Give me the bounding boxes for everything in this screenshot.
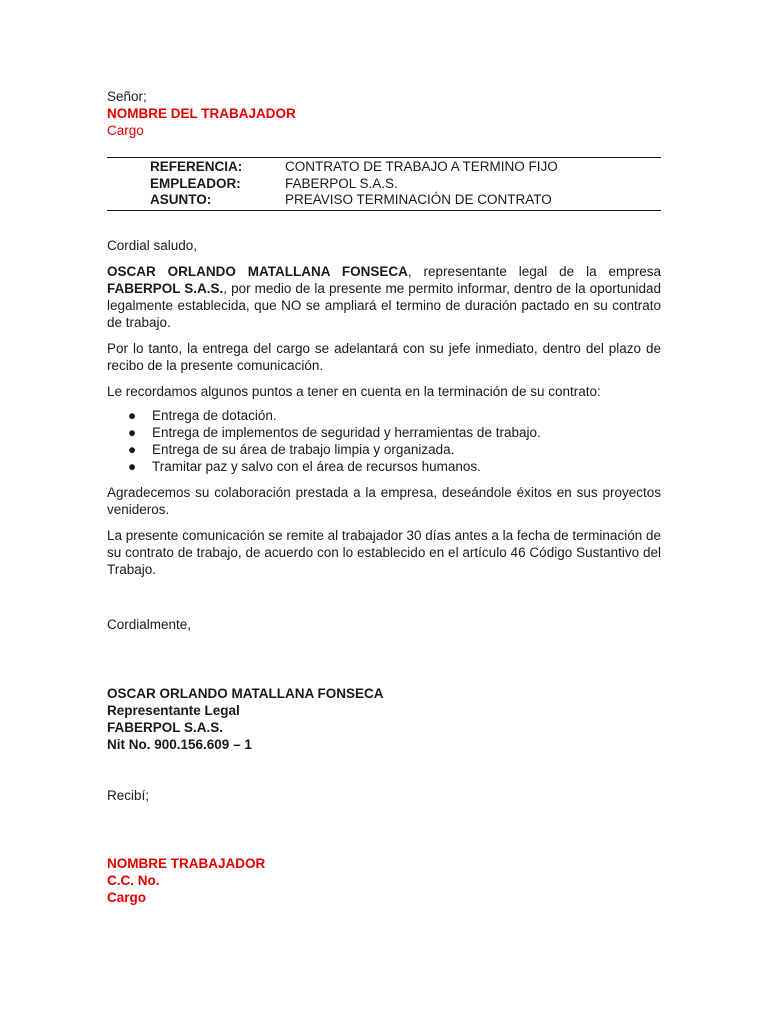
list-item — [107, 458, 661, 475]
reference-label: REFERENCIA: — [150, 159, 243, 174]
list-item-text: Tramitar paz y salvo con el área de recursos humanos. — [152, 458, 481, 474]
employer-label: EMPLEADOR: — [150, 175, 241, 191]
intro-text-a: , representante legal de la empresa — [407, 263, 661, 279]
intro-paragraph — [107, 263, 661, 331]
bullet-icon: ● — [128, 441, 137, 457]
letter-page — [107, 88, 661, 906]
received-label: Recibí; — [107, 787, 150, 803]
paragraph-reminder: Le recordamos algunos puntos a tener en cuenta en la terminación de su contrato: — [107, 383, 601, 399]
intro-company: FABERPOL S.A.S. — [107, 280, 224, 296]
intro-text-b: , por medio de la presente me permito informar, dentro de la oportunidad legalmente establecida, que NO se ampliará el termino de duración pactado en su contrato de trabajo. — [107, 280, 661, 330]
list-item-text: Entrega de implementos de seguridad y herramientas de trabajo. — [152, 424, 541, 440]
reference-value: CONTRATO DE TRABAJO A TERMINO FIJO — [285, 159, 558, 174]
paragraph-thanks: Agradecemos su colaboración prestada a la empresa, deseándole éxitos en sus proyectos venideros. — [107, 484, 661, 517]
signature-company: FABERPOL S.A.S. — [107, 719, 224, 735]
worker-role: Cargo — [107, 889, 147, 905]
intro-signer-name: OSCAR ORLANDO MATALLANA FONSECA — [107, 263, 408, 279]
bullet-list — [107, 407, 661, 475]
list-item — [107, 407, 661, 424]
subject-value: PREAVISO TERMINACIÓN DE CONTRATO — [285, 192, 552, 207]
subject-row — [107, 192, 661, 209]
list-item — [107, 441, 661, 458]
paragraph-legal: La presente comunicación se remite al trabajador 30 días antes a la fecha de terminación de su contrato de trabajo, de acuerdo con lo establecido en el artículo 46 Código Sustantivo del Trabajo. — [107, 527, 661, 577]
bullet-icon: ● — [128, 407, 137, 423]
list-item-text: Entrega de dotación. — [152, 407, 277, 423]
reference-table — [107, 157, 661, 211]
signature-title: Representante Legal — [107, 702, 240, 718]
bullet-icon: ● — [128, 458, 137, 474]
recipient-name: NOMBRE DEL TRABAJADOR — [107, 106, 296, 121]
subject-label: ASUNTO: — [150, 192, 212, 207]
signature-nit: Nit No. 900.156.609 – 1 — [107, 736, 252, 752]
signature-block — [107, 685, 661, 753]
salutation: Señor; — [107, 89, 147, 104]
list-item — [107, 424, 661, 441]
paragraph-handover: Por lo tanto, la entrega del cargo se adelantará con su jefe inmediato, dentro del plazo de recibo de la presente comunicación. — [107, 340, 661, 373]
list-item-text: Entrega de su área de trabajo limpia y organizada. — [152, 441, 455, 457]
greeting: Cordial saludo, — [107, 237, 198, 253]
employer-row — [107, 176, 661, 193]
closing: Cordialmente, — [107, 616, 192, 632]
signature-name: OSCAR ORLANDO MATALLANA FONSECA — [107, 685, 384, 701]
employer-value: FABERPOL S.A.S. — [285, 175, 398, 191]
worker-name: NOMBRE TRABAJADOR — [107, 855, 266, 871]
recipient-role: Cargo — [107, 123, 144, 138]
worker-block — [107, 855, 661, 906]
reference-row — [107, 159, 661, 176]
worker-id: C.C. No. — [107, 872, 160, 888]
bullet-icon: ● — [128, 424, 137, 440]
